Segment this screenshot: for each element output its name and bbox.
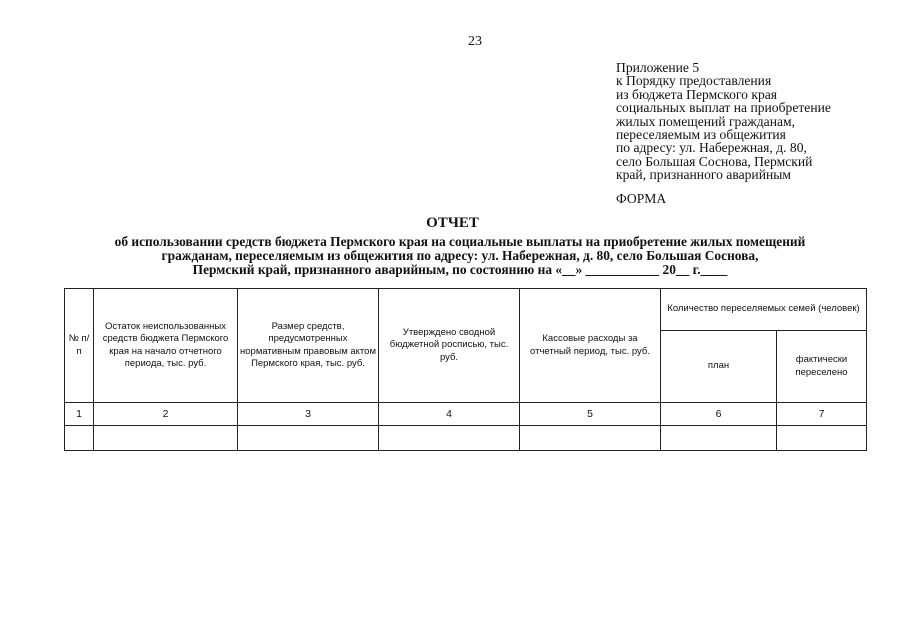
header-number: № п/п <box>65 289 94 403</box>
report-table <box>64 288 867 451</box>
appendix-line: Приложение 5 <box>616 60 700 75</box>
header-cash-expenses: Кассовые расходы за отчетный период, тыс. руб. <box>520 289 661 403</box>
header-actual: фактически переселено <box>777 331 867 403</box>
empty-cell <box>238 426 379 451</box>
appendix-line: край, признанного аварийным <box>616 167 791 183</box>
table-row <box>65 426 867 451</box>
page-number: 23 <box>468 34 482 49</box>
header-funds-by-act: Размер средств, предусмотренных нормативным правовым актом Пермского края, тыс. руб. <box>238 289 379 403</box>
column-number-cell: 3 <box>238 403 379 426</box>
column-number-cell: 1 <box>65 403 94 426</box>
header-remaining-funds: Остаток неиспользованных средств бюджета Пермского края на начало отчетного периода, тыс. руб. <box>94 289 238 403</box>
column-number-cell: 4 <box>379 403 520 426</box>
header-approved-budget: Утверждено сводной бюджетной росписью, тыс. руб. <box>379 289 520 403</box>
table-row <box>65 403 867 426</box>
empty-cell <box>65 426 94 451</box>
report-subtitle-line: гражданам, переселяемым из общежития по адресу: ул. Набережная, д. 80, село Большая Соснова, <box>161 248 759 263</box>
empty-cell <box>379 426 520 451</box>
empty-cell <box>94 426 238 451</box>
appendix-line: к Порядку предоставления <box>616 73 772 89</box>
empty-cell <box>777 426 867 451</box>
empty-cell <box>661 426 777 451</box>
report-subtitle <box>60 235 860 277</box>
appendix-block <box>616 61 886 182</box>
report-title: ОТЧЕТ <box>426 215 479 231</box>
column-number-cell: 5 <box>520 403 661 426</box>
appendix-line: переселяемым из общежития <box>616 127 786 143</box>
appendix-line: по адресу: ул. Набережная, д. 80, <box>616 140 807 156</box>
report-subtitle-line: Пермский край, признанного аварийным, по состоянию на «__» ___________ 20__ г.____ <box>192 262 728 277</box>
header-plan: план <box>661 331 777 403</box>
column-number-cell: 2 <box>94 403 238 426</box>
header-families-count: Количество переселяемых семей (человек) <box>661 289 867 331</box>
report-subtitle-line: об использовании средств бюджета Пермского края на социальные выплаты на приобретение жилых помещений <box>114 234 806 249</box>
appendix-line: жилых помещений гражданам, <box>616 113 796 129</box>
appendix-line: социальных выплат на приобретение <box>616 100 831 116</box>
column-number-cell: 7 <box>777 403 867 426</box>
empty-cell <box>520 426 661 451</box>
column-number-cell: 6 <box>661 403 777 426</box>
form-label: ФОРМА <box>616 191 667 206</box>
table-header-row <box>65 289 867 331</box>
appendix-line: село Большая Соснова, Пермский <box>616 153 813 169</box>
appendix-line: из бюджета Пермского края <box>616 86 778 102</box>
